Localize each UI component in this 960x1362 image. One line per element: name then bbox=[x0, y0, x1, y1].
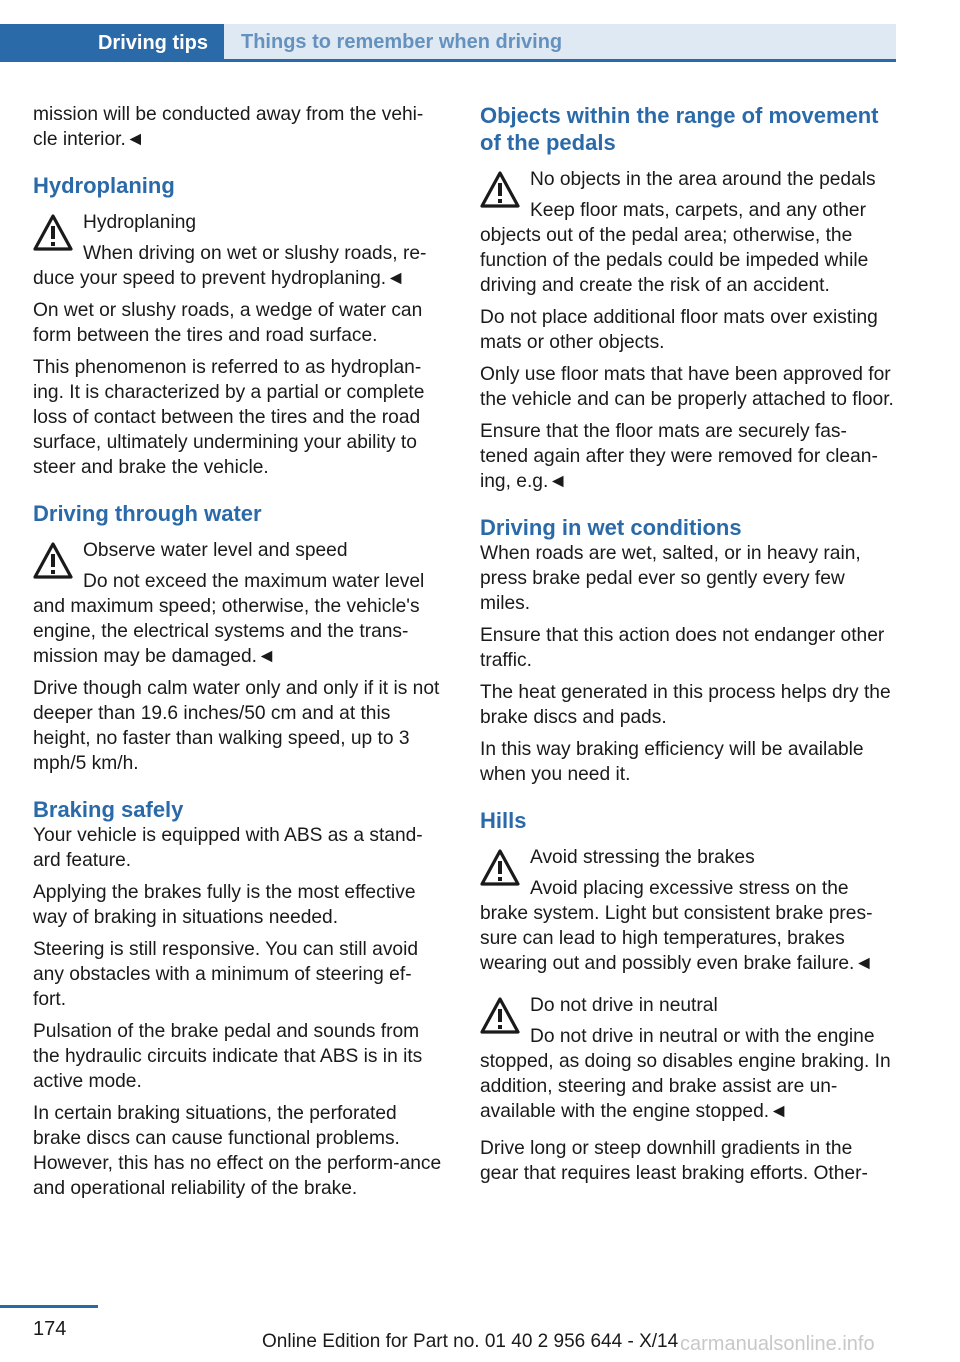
paragraph: The heat generated in this process helps dry the brake discs and pads. bbox=[480, 682, 891, 728]
warning-title: Hydroplaning bbox=[83, 212, 197, 233]
paragraph: This phenomenon is referred to as hydroplan‐ing. It is characterized by a partial or complete loss of contact between the tires and the road surface, ultimately undermining your ability to steer and brake the vehicle. bbox=[33, 357, 425, 478]
pedals-warning bbox=[480, 166, 894, 298]
hills-warning-neutral bbox=[480, 992, 894, 1124]
paragraph: Steering is still responsive. You can still avoid any obstacles with a minimum of steering ef‐fort. bbox=[33, 939, 419, 1010]
watermark: carmanualsonline.info bbox=[680, 1333, 875, 1355]
hills-heading: Hills bbox=[480, 808, 527, 833]
warning-triangle-icon bbox=[480, 848, 520, 888]
paragraph: Your vehicle is equipped with ABS as a stand‐ard feature. bbox=[33, 825, 423, 871]
hills-warning-brakes bbox=[480, 844, 894, 976]
warning-title: Do not drive in neutral bbox=[530, 995, 718, 1016]
warning-text: Avoid placing excessive stress on the brake system. Light but consistent brake pres‐sure can lead to high temperatures, brakes wearing out and possibly even brake failure.◄ bbox=[480, 878, 874, 974]
water-warning bbox=[33, 537, 443, 669]
paragraph: In this way braking efficiency will be available when you need it. bbox=[480, 739, 864, 785]
paragraph: In certain braking situations, the perforated brake discs can cause functional problems. However, this has no effect on the perform‐ance and operational reliability of the brake. bbox=[33, 1103, 442, 1199]
wet-heading: Driving in wet conditions bbox=[480, 515, 742, 540]
warning-text: Keep floor mats, carpets, and any other objects out of the pedal area; otherwise, the function of the pedals could be impeded while driving and create the risk of an accident. bbox=[480, 200, 869, 296]
footer-rule bbox=[0, 1305, 98, 1308]
warning-triangle-icon bbox=[480, 170, 520, 210]
hydroplaning-warning bbox=[33, 209, 443, 291]
intro-continuation: mission will be conducted away from the vehi‐cle interior.◄ bbox=[33, 104, 424, 150]
paragraph: Drive though calm water only and only if it is not deeper than 19.6 inches/50 cm and at this height, no faster than walking speed, up to 3 mph/5 km/h. bbox=[33, 678, 440, 774]
pedals-heading: Objects within the range of movement of the pedals bbox=[480, 103, 879, 155]
warning-triangle-icon bbox=[480, 996, 520, 1036]
right-column bbox=[480, 102, 894, 1193]
paragraph: Drive long or steep downhill gradients in the gear that requires least braking efforts. Other‐ bbox=[480, 1138, 868, 1184]
paragraph: On wet or slushy roads, a wedge of water can form between the tires and road surface. bbox=[33, 300, 423, 346]
warning-text: When driving on wet or slushy roads, re‐duce your speed to prevent hydroplaning.◄ bbox=[33, 243, 427, 289]
hydroplaning-heading: Hydroplaning bbox=[33, 173, 175, 198]
paragraph: Do not place additional floor mats over existing mats or other objects. bbox=[480, 307, 878, 353]
section-tab: Driving tips bbox=[0, 24, 224, 62]
paragraph: Only use floor mats that have been approved for the vehicle and can be properly attached to floor. bbox=[480, 364, 894, 410]
paragraph: Ensure that the floor mats are securely fas‐tened again after they were removed for clean‐ing, e.g.◄ bbox=[480, 421, 878, 492]
paragraph: Pulsation of the brake pedal and sounds from the hydraulic circuits indicate that ABS is in its active mode. bbox=[33, 1021, 423, 1092]
paragraph: Applying the brakes fully is the most effective way of braking in situations needed. bbox=[33, 882, 416, 928]
warning-title: Avoid stressing the brakes bbox=[530, 847, 755, 868]
edition-note: Online Edition for Part no. 01 40 2 956 644 - X/14 bbox=[262, 1331, 679, 1352]
warning-title: No objects in the area around the pedals bbox=[530, 169, 876, 190]
paragraph: Ensure that this action does not endanger other traffic. bbox=[480, 625, 885, 671]
braking-heading: Braking safely bbox=[33, 797, 184, 822]
warning-title: Observe water level and speed bbox=[83, 540, 348, 561]
warning-triangle-icon bbox=[33, 541, 73, 581]
subsection-tab: Things to remember when driving bbox=[224, 24, 896, 59]
page-header bbox=[0, 24, 896, 62]
warning-text: Do not exceed the maximum water level and maximum speed; otherwise, the vehicle's engine, the electrical systems and the trans‐mission may be damaged.◄ bbox=[33, 571, 425, 667]
header-underline bbox=[224, 59, 896, 62]
paragraph: When roads are wet, salted, or in heavy rain, press brake pedal ever so gently every few miles. bbox=[480, 543, 861, 614]
warning-text: Do not drive in neutral or with the engine stopped, as doing so disables engine braking. In addition, steering and brake assist are un‐available with the engine stopped.◄ bbox=[480, 1026, 891, 1122]
warning-triangle-icon bbox=[33, 213, 73, 253]
left-column bbox=[33, 102, 443, 1208]
page-number: 174 bbox=[33, 1318, 67, 1340]
water-heading: Driving through water bbox=[33, 501, 262, 526]
